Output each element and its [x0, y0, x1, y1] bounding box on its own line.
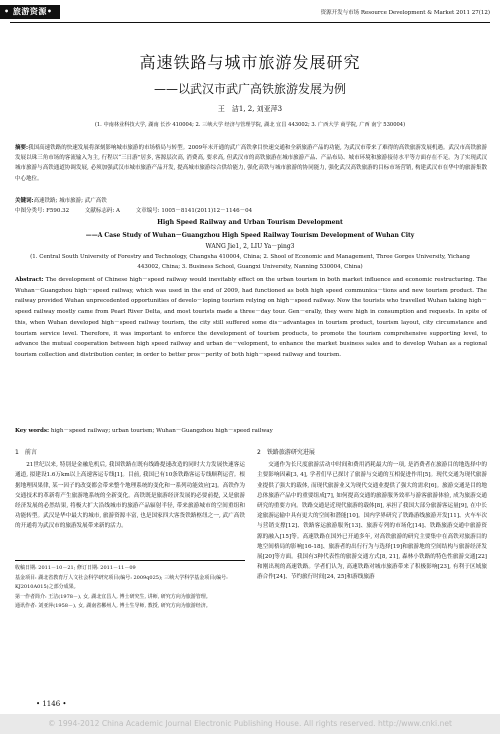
cn-keywords-text: 高速铁路; 城市旅游; 武广高铁 — [33, 198, 107, 204]
english-abstract-label: Abstract: — [15, 277, 44, 283]
english-title: High Speed Railway and Urban Tourism Development — [157, 219, 343, 226]
left-column — [15, 448, 245, 556]
fund-note: 基金项目: 湖北省教育厅人文社会科学研究项目(编号: 2009q025); 三峡大学科学基金项目(编号: KJ2010A015)之部分成果。 — [15, 574, 228, 590]
right-column — [257, 448, 487, 702]
cn-abstract-text: 我国高速铁路的快速发展将深刻影响城市旅游的市场格局与转型。2009年末开通的武广高铁拿目快速交通和全新旅游产品的功能, 为武汉市带来了难得的高铁旅游发展机遇。武汉市高铁旅游发展以珠三角市场的客流输入为主, 行程以“三日游”居多, 客源层次高, 消费高, 要求高, 但武汉市的高铁旅游在城市旅游产品、产品布局、城市环境和旅游接待水平等方面存在不足。为了实现武汉城市旅游与高铁通道协调发展, 必须加强武汉市城市旅游产品开发, 提高城市旅游综合供给能力, 强化高铁与城市旅游的协同能力, 强化武汉高铁旅游的目标市场营销, 构建武汉市在华中的旅游集散中心地位。 — [15, 145, 487, 182]
english-keywords-label: Key words: — [15, 428, 50, 434]
running-header — [0, 0, 500, 22]
english-abstract-text: The development of Chinese high－speed railway would inevitably effect on the urban tourism in both market influence and economic restructuring. The Wuhan－Guangzhou high－speed railway, which was used in the end of 2009, had functioned as both high speed communica－tions and new tourism product. The railway provided Wuhan unprecedented opportunities of develo－loping tourism relying on high－speed railway. Now the tourists who travelled Wuhan taking high－speed railway mostly came from Pearl River Delta, and most tourists made a three－day tour. Gen－erally, they were high in consumption and requests. In spite of this, when Wuhan developed high－speed railway tourism, the city still suffered some dis－advantages in tourism product, tourism layout, city circumstance and tourism service level. Therefore, it was important to enforce the development of tourism products, to promote the tourism comprehensive supporting level, to advance the mutual cooperation between high speed railway and urban de－velopment, to enhance the market business sales and to develop Wuhan as a regional tourism collection and distribution center, in order to better pros－perity of both high－speed railway and tourism. — [15, 277, 487, 358]
affiliation: (1. 中南林业科技大学, 湖南 长沙 410004; 2. 三峡大学 经济与管理学院, 湖北 宜昌 443002; 3. 广西大学 商学院, 广西 南宁 530004) — [94, 122, 406, 128]
received-date: 收稿日期: 2011－10－21; 修订日期: 2011－11－09 — [15, 565, 136, 571]
english-keywords-text: high－speed railway; urban tourism; Wuhan－Guangzhou high－speed railway — [50, 428, 273, 434]
journal-info: 资源开发与市场 Resource Development & Market 2011 27(12) — [320, 10, 490, 16]
cn-abstract-label: 摘要: — [15, 145, 29, 151]
section-1-text: 21世纪以来, 特别是金融危机后, 我国铁路在既有线路提速改造的同时大力发展快速客运通道, 拟建设1.6万km以上高速客运专线[1]。目前, 我国已有10条铁路客运专线顺利运营。根据地理因果律, 某一因子的改变都会带来整个地理系统的变化和一系列功能效应[2]。高铁作为交通技术的革新将产生旅游地系统的全新变化。高铁既是旅游经济发展的必要前提, 又是旅游经济发展的必然结果, 将极大扩大沿线城市的旅游产品辐射半径, 带来旅游城市的空间重组和功能转型。武汉是华中最大的城市, 旅游资源丰富, 也是国家四大客货铁路枢纽之一, 武广高铁的开通将为武汉市的旅游发展带来新的活力。 — [15, 462, 245, 530]
section-2-text: 交通作为长尺度旅游活动中时间和费用消耗最大的一项, 是消费者在旅游目的地选择中的主要影响因素[3, 4], 学者们早已探讨了旅游与交通的互相促进作用[5]。现代交通为现代旅游业提供了强大的载体, 而现代旅游业又为现代交通业提供了强大的需求[6]。旅游交通是目的地总体旅游产品中的重要组成[7], 如何提高交通的旅游服务效率与游客旅游体验, 成为旅游交通研究的重要方向。铁路交通是近现代旅游的载体[8], 承担了我国大部分旅游客运量[9], 在中长途旅游运输中具有更大的空间和潜能[10]。国内学界研究了铁路游线旅游开发[11]、火车车次与营销支撑[12]、铁路客运旅游服务[13]、旅游专列的市场化[14]、铁路旅游交通中旅游资源的融入[15]等。高速铁路在国外已开通多年, 对高铁旅游的研究主要集中在高铁对旅游目的地空间格局的影响[16-18]、旅游者的出行行为与选择[19]和旅游地的空间结构与旅游经济发展[20]等方面。我国有3种代表性的旅游交通方式[8, 21], 森林小铁路的特色性旅游交通[22]和刚出现的高速铁路。学者们认为, 高速铁路对城市旅游带来了积极影响[23], 有利于区域旅游合作[24]、节约旅行时间[24, 25]和游线旅游 — [257, 462, 487, 581]
cn-abstract — [15, 143, 487, 195]
footnotes — [15, 560, 245, 612]
english-authors: WANG Jie1, 2, LIU Ya－ping3 — [205, 243, 295, 250]
english-abstract — [15, 275, 487, 425]
cn-keywords-label: 关键词: — [15, 198, 34, 204]
english-affiliation: (1. Central South University of Forestry and Technology, Changsha 410004, China; 2. Shool of Economic and Management, Three Gorges University, Yichang 443002, China; 3. Business School, Guangxi University, Nanning 530004, China) — [30, 254, 470, 270]
document-code: 文献标志码: A — [84, 208, 120, 214]
section-1-heading: 1 前言 — [15, 449, 37, 456]
first-author-note: 第一作者简介: 王洁(1978－), 女, 湖北宜昌人, 博士研究生, 讲师, 研究方向为旅游管理。 — [15, 593, 211, 600]
copyright-footer: © 1994-2012 China Academic Journal Electronic Publishing House. All rights reserved. http://www.cnki.net — [0, 714, 500, 734]
header-rule — [10, 22, 490, 23]
authors: 王 洁1, 2, 刘亚萍3 — [217, 105, 283, 113]
paper-title: 高速铁路与城市旅游发展研究 — [139, 53, 361, 72]
classification-line — [15, 206, 487, 216]
corresponding-author-note: 通讯作者: 刘亚萍(1958－), 女, 湖南省郴州人, 博士生导师, 教授, 研究方向为旅游经济。 — [15, 603, 211, 609]
clc-number: 中图分类号: F590.32 — [15, 208, 70, 214]
article-number: 文章编号: 1005－8141(2011)12－1146－04 — [135, 208, 253, 214]
english-subtitle: ——A Case Study of Wuhan－Guangzhou High Speed Railway Tourism Development of Wuhan City — [85, 232, 415, 239]
english-keywords — [15, 426, 487, 436]
cn-keywords — [15, 196, 487, 206]
section-badge: • 旅游资源• — [0, 5, 60, 19]
section-2-heading: 2 铁路旅游研究进展 — [257, 449, 315, 456]
page-number: • 1146 • — [36, 700, 67, 708]
paper-subtitle: ——以武汉市武广高铁旅游发展为例 — [153, 82, 346, 96]
